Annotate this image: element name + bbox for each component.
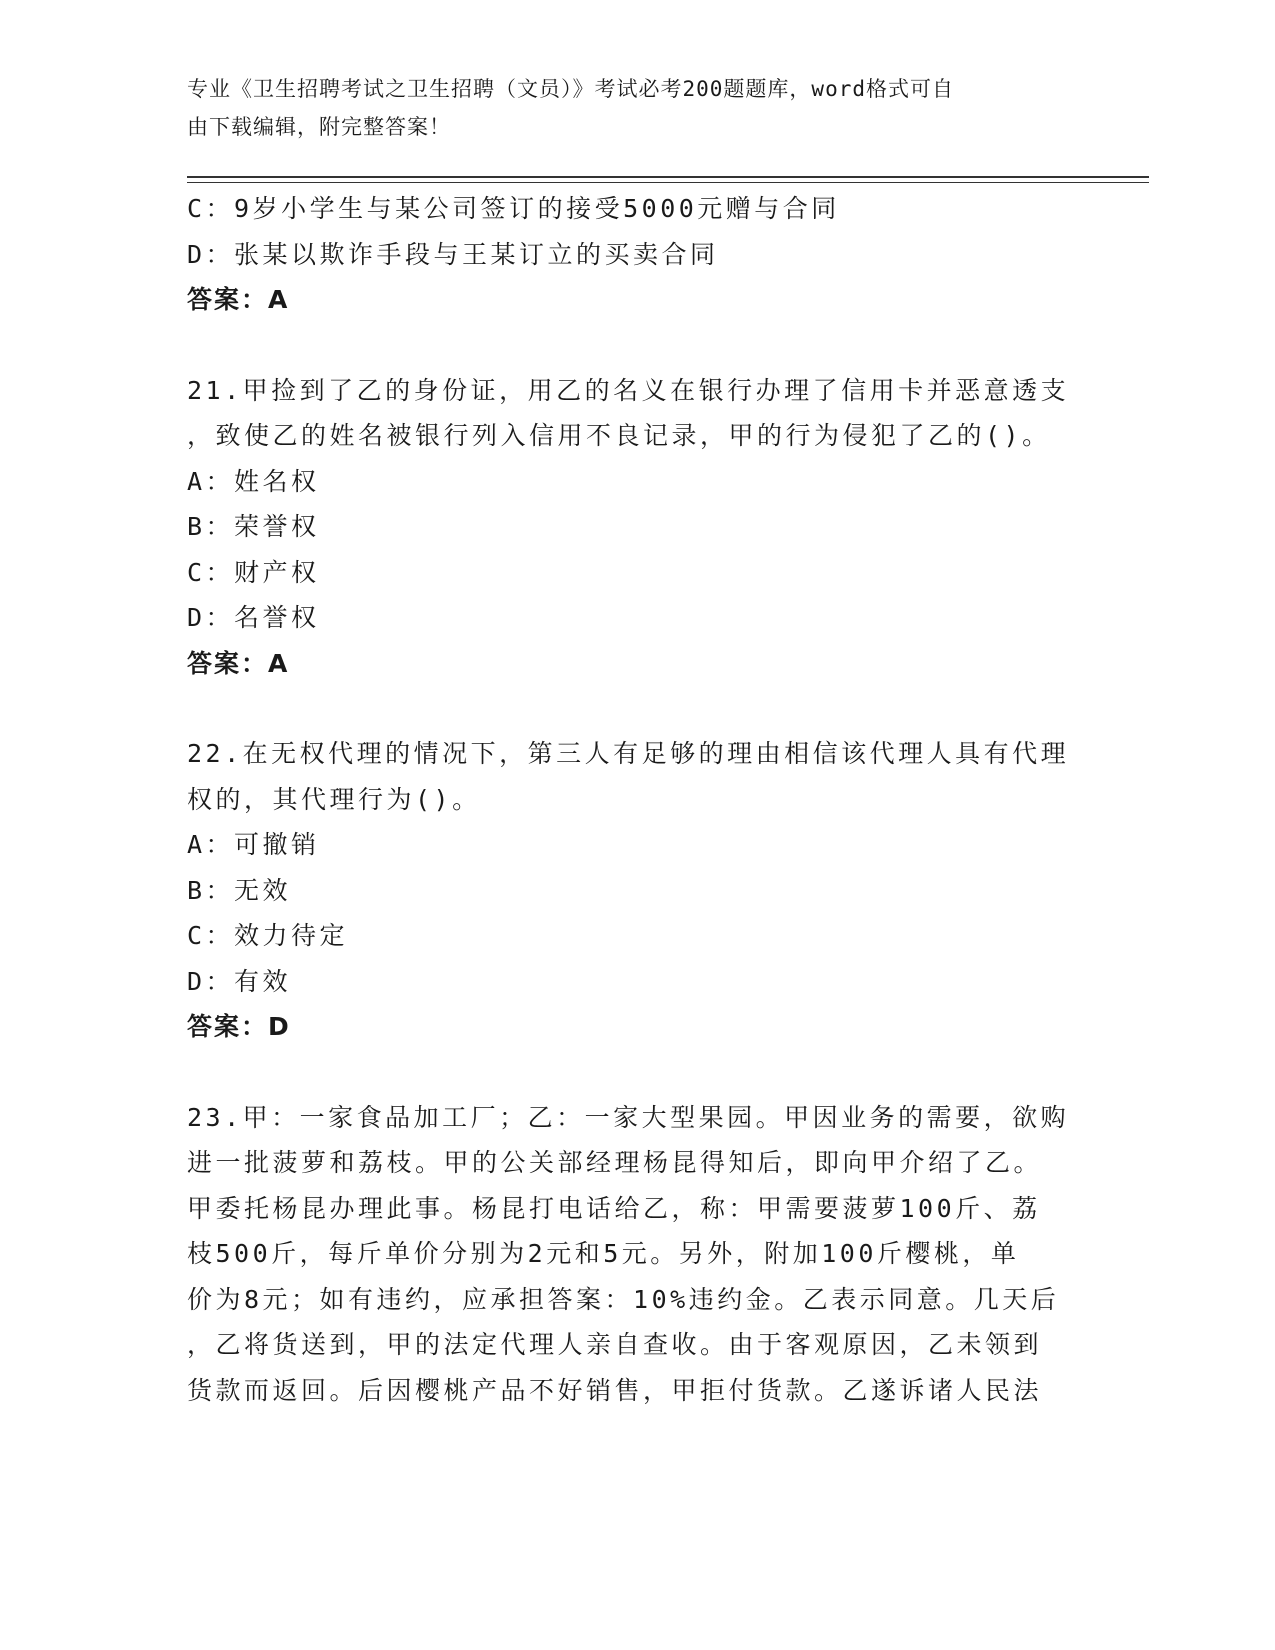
question-23 bbox=[187, 1095, 1087, 1414]
answer-label: 答案： bbox=[187, 285, 269, 314]
question-text-line: 货款而返回。后因樱桃产品不好销售，甲拒付货款。乙遂诉诸人民法 bbox=[187, 1375, 1043, 1405]
option-c: C：财产权 bbox=[187, 557, 320, 587]
answer-value: A bbox=[268, 285, 290, 314]
header-rule-thin bbox=[187, 182, 1149, 183]
option-b: B：无效 bbox=[187, 875, 292, 905]
option-d: D：名誉权 bbox=[187, 603, 320, 632]
option-c: C：9岁小学生与某公司签订的接受5000元赠与合同 bbox=[187, 194, 840, 223]
option-d: D：张某以欺诈手段与王某订立的买卖合同 bbox=[187, 239, 719, 269]
header-rule bbox=[187, 176, 1149, 178]
header-line-2: 由下载编辑，附完整答案！ bbox=[187, 115, 451, 139]
question-text-line: 23.甲：一家食品加工厂；乙：一家大型果园。甲因业务的需要，欲购 bbox=[187, 1102, 1070, 1132]
question-text-line: 甲委托杨昆办理此事。杨昆打电话给乙，称：甲需要菠萝100斤、荔 bbox=[187, 1193, 1041, 1223]
answer-label: 答案： bbox=[187, 648, 269, 678]
answer-line bbox=[187, 641, 1087, 687]
option-d: D：有效 bbox=[187, 966, 292, 996]
option-a: A：可撤销 bbox=[187, 830, 320, 859]
question-text-line: ，致使乙的姓名被银行列入信用不良记录，甲的行为侵犯了乙的()。 bbox=[187, 421, 1051, 450]
question-text-line: 枝500斤，每斤单价分别为2元和5元。另外，附加100斤樱桃，单 bbox=[187, 1239, 1020, 1268]
question-21 bbox=[187, 368, 1087, 687]
header-line-1: 专业《卫生招聘考试之卫生招聘（文员）》考试必考200题题库，word格式可自 bbox=[187, 77, 954, 101]
question-text-line: 进一批菠萝和荔枝。甲的公关部经理杨昆得知后，即向甲介绍了乙。 bbox=[187, 1148, 1043, 1177]
answer-line bbox=[187, 1004, 1087, 1050]
option-a: A：姓名权 bbox=[187, 466, 320, 496]
question-content bbox=[187, 186, 1087, 1413]
page-header bbox=[187, 70, 1087, 146]
option-b: B：荣誉权 bbox=[187, 512, 320, 541]
answer-value: D bbox=[268, 1012, 291, 1041]
question-text-line: ，乙将货送到，甲的法定代理人亲自查收。由于客观原因，乙未领到 bbox=[187, 1330, 1043, 1359]
answer-line bbox=[187, 277, 1087, 323]
question-text-line: 价为8元；如有违约，应承担答案：10%违约金。乙表示同意。几天后 bbox=[187, 1284, 1060, 1314]
option-c: C：效力待定 bbox=[187, 921, 349, 950]
question-22 bbox=[187, 731, 1087, 1050]
prev-question-tail bbox=[187, 186, 1087, 323]
answer-value: A bbox=[268, 648, 290, 678]
answer-label: 答案： bbox=[187, 1012, 269, 1041]
question-text-line: 权的，其代理行为()。 bbox=[187, 784, 481, 814]
question-text-line: 21.甲捡到了乙的身份证，用乙的名义在银行办理了信用卡并恶意透支 bbox=[187, 375, 1070, 405]
question-text-line: 22.在无权代理的情况下，第三人有足够的理由相信该代理人具有代理 bbox=[187, 739, 1070, 768]
